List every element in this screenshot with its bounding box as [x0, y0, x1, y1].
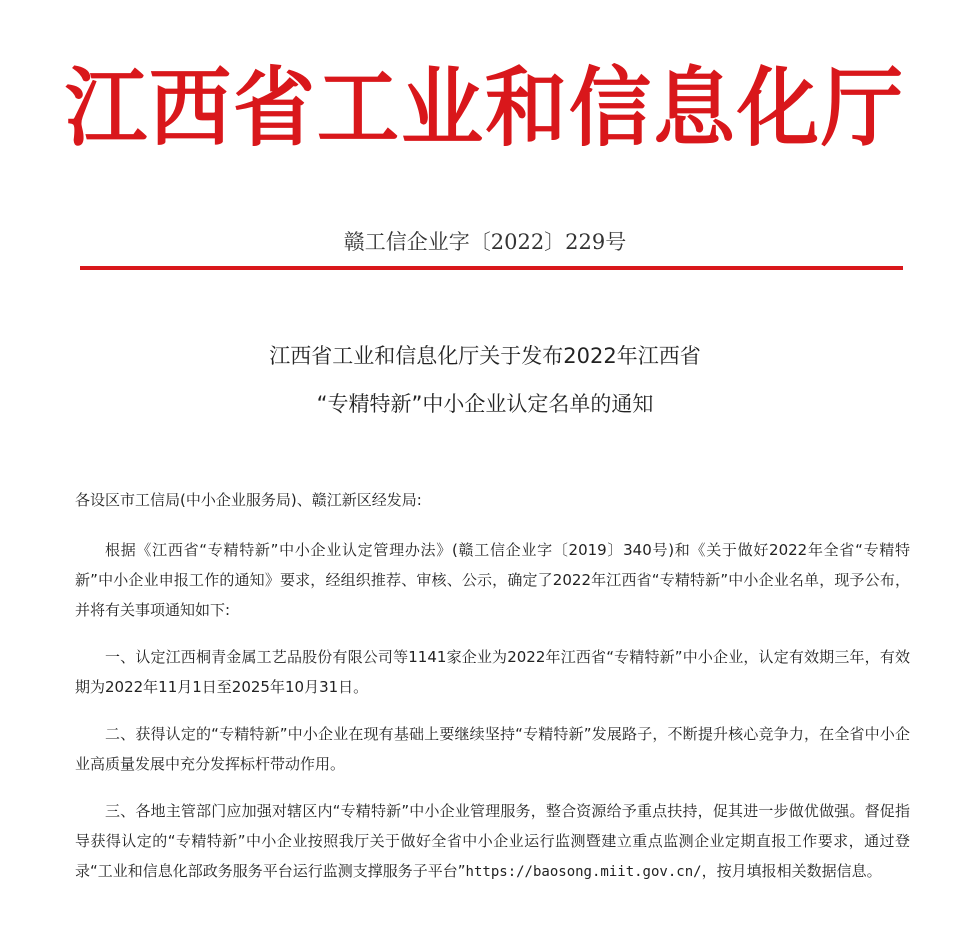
paragraph-intro: 根据《江西省“专精特新”中小企业认定管理办法》(赣工信企业字〔2019〕340号)和《关于做好2022年全省“专精特新”中小企业申报工作的通知》要求，经组织推荐、审核、公示，确定了2022年江西省“专精特新”中小企业名单，现予公布，并将有关事项通知如下: [75, 541, 910, 619]
addressee: 各设区市工信局(中小企业服务局)、赣江新区经发局: [75, 491, 422, 509]
platform-url-link[interactable]: https://baosong.miit.gov.cn/ [465, 864, 702, 880]
paragraph-item-3-tail: ，按月填报相关数据信息。 [701, 862, 882, 880]
notice-title-line-1: 江西省工业和信息化厅关于发布2022年江西省 [269, 344, 701, 368]
notice-title-line-2: “专精特新”中小企业认定名单的通知 [316, 392, 654, 416]
paragraph-item-3-text: 三、各地主管部门应加强对辖区内“专精特新”中小企业管理服务，整合资源给予重点扶持，促其进一步做优做强。督促指导获得认定的“专精特新”中小企业按照我厅关于做好全省中小企业运行监测暨建立重点监测企业定期直报工作要求，通过登录“工业和信息化部政务服务平台运行监测支撑服务子平台” [75, 802, 910, 880]
paragraph-item-2: 二、获得认定的“专精特新”中小企业在现有基础上要继续坚持“专精特新”发展路子，不断提升核心竞争力，在全省中小企业高质量发展中充分发挥标杆带动作用。 [75, 725, 910, 773]
red-divider-line [80, 266, 903, 270]
paragraph-item-1: 一、认定江西桐青金属工艺品股份有限公司等1141家企业为2022年江西省“专精特新”中小企业，认定有效期三年，有效期为2022年11月1日至2025年10月31日。 [75, 648, 910, 696]
document-number: 赣工信企业字〔2022〕229号 [343, 230, 627, 254]
paragraph-item-3 [75, 796, 910, 887]
org-title: 江西省工业和信息化厅 [64, 57, 905, 159]
